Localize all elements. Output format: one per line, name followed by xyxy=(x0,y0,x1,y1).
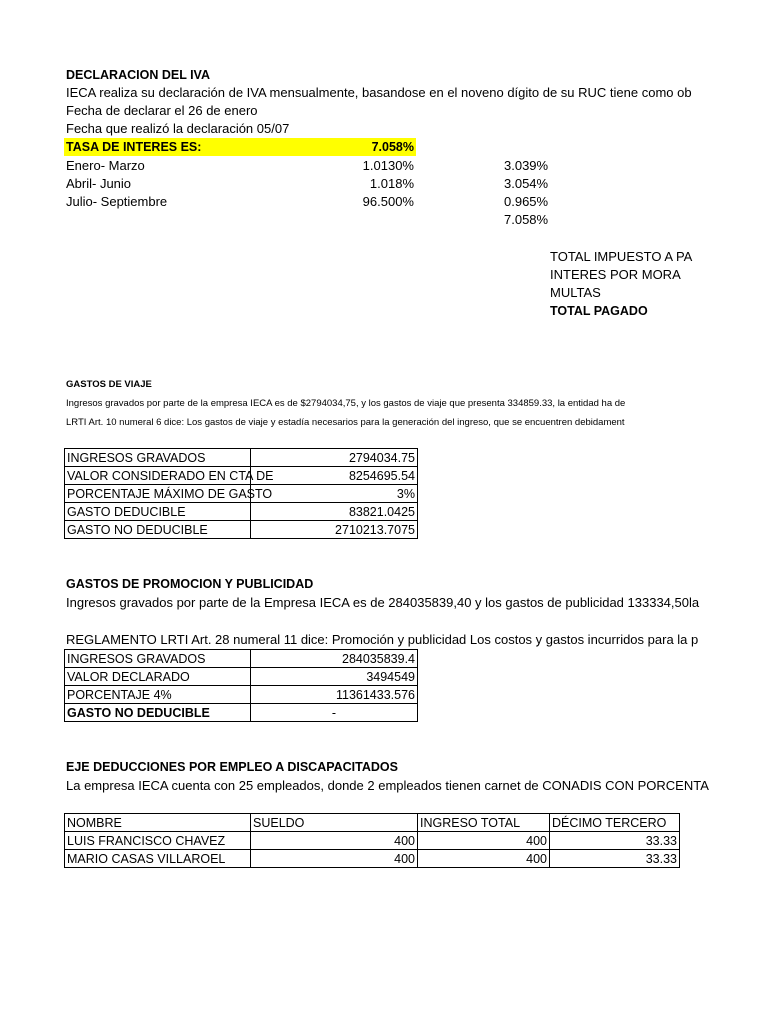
table-row xyxy=(65,668,418,686)
row-label: GASTO NO DEDUCIBLE xyxy=(65,704,251,722)
iva-title: DECLARACION DEL IVA xyxy=(66,68,210,82)
period-result: 0.965% xyxy=(504,194,549,209)
rate-label: TASA DE INTERES ES: xyxy=(66,140,202,154)
employee-name: LUIS FRANCISCO CHAVEZ xyxy=(65,832,251,850)
row-value: 2710213.7075 xyxy=(251,521,418,539)
period-label: Abril- Junio xyxy=(66,176,132,191)
table-row xyxy=(65,467,418,485)
summary-tax: TOTAL IMPUESTO A PA xyxy=(550,249,693,264)
row-label: INGRESOS GRAVADOS xyxy=(65,449,251,467)
row-value: 83821.0425 xyxy=(251,503,418,521)
period-rate: 1.0130% xyxy=(362,158,414,173)
column-header: NOMBRE xyxy=(65,814,251,832)
table-row xyxy=(65,850,680,868)
row-value: 8254695.54 xyxy=(251,467,418,485)
row-label: INGRESOS GRAVADOS xyxy=(65,650,251,668)
row-value: 3494549 xyxy=(251,668,418,686)
period-label: Julio- Septiembre xyxy=(66,194,168,209)
table-row xyxy=(65,503,418,521)
row-label: VALOR CONSIDERADO EN CTA DE xyxy=(65,467,251,485)
table-row xyxy=(65,521,418,539)
travel-law: LRTI Art. 10 numeral 6 dice: Los gastos de viaje y estadía necesarios para la generación del ingreso, que se encuentren debidament xyxy=(66,417,625,428)
period-result: 3.039% xyxy=(504,158,549,173)
iva-description: IECA realiza su declaración de IVA mensualmente, basandose en el noveno dígito de su RUC tiene como ob xyxy=(66,85,692,100)
travel-title: GASTOS DE VIAJE xyxy=(66,379,152,390)
employee-thirteenth: 33.33 xyxy=(550,850,680,868)
table-row xyxy=(65,832,680,850)
promo-law: REGLAMENTO LRTI Art. 28 numeral 11 dice: Promoción y publicidad Los costos y gastos incurridos para la p xyxy=(66,632,699,647)
period-label: Enero- Marzo xyxy=(66,158,145,173)
row-label: PORCENTAJE MÁXIMO DE GASTO xyxy=(65,485,251,503)
period-result: 3.054% xyxy=(504,176,549,191)
promo-title: GASTOS DE PROMOCION Y PUBLICIDAD xyxy=(66,577,314,591)
row-value: 284035839.4 xyxy=(251,650,418,668)
table-row xyxy=(65,704,418,722)
employee-name: MARIO CASAS VILLAROEL xyxy=(65,850,251,868)
row-value: 11361433.576 xyxy=(251,686,418,704)
table-row xyxy=(65,485,418,503)
travel-table xyxy=(64,448,418,539)
column-header: SUELDO xyxy=(251,814,418,832)
employee-thirteenth: 33.33 xyxy=(550,832,680,850)
rate-value: 7.058% xyxy=(371,140,414,154)
table-header-row xyxy=(65,814,680,832)
row-value: - xyxy=(251,704,418,722)
period-total: 7.058% xyxy=(504,212,549,227)
row-label: GASTO NO DEDUCIBLE xyxy=(65,521,251,539)
employee-total-income: 400 xyxy=(418,832,550,850)
column-header: DÉCIMO TERCERO xyxy=(550,814,680,832)
period-rate: 1.018% xyxy=(369,176,414,191)
employee-total-income: 400 xyxy=(418,850,550,868)
column-header: INGRESO TOTAL xyxy=(418,814,550,832)
disability-description: La empresa IECA cuenta con 25 empleados, donde 2 empleados tienen carnet de CONADIS CON PORCENTA xyxy=(66,778,709,793)
travel-description: Ingresos gravados por parte de la empresa IECA es de $2794034,75, y los gastos de viaje que presenta 334859.33, la entidad ha de xyxy=(66,398,626,409)
table-row xyxy=(65,449,418,467)
employee-table xyxy=(64,813,680,868)
row-value: 3% xyxy=(251,485,418,503)
promo-table xyxy=(64,649,418,722)
table-row xyxy=(65,650,418,668)
row-value: 2794034.75 xyxy=(251,449,418,467)
employee-salary: 400 xyxy=(251,850,418,868)
table-row xyxy=(65,686,418,704)
disability-title: EJE DEDUCCIONES POR EMPLEO A DISCAPACITADOS xyxy=(66,760,398,774)
row-label: GASTO DEDUCIBLE xyxy=(65,503,251,521)
iva-declare-date: Fecha de declarar el 26 de enero xyxy=(66,103,258,118)
summary-total: TOTAL PAGADO xyxy=(550,304,648,318)
summary-interest: INTERES POR MORA xyxy=(550,267,681,282)
iva-filed-date: Fecha que realizó la declaración 05/07 xyxy=(66,121,290,136)
employee-salary: 400 xyxy=(251,832,418,850)
summary-fines: MULTAS xyxy=(550,285,601,300)
period-rate: 96.500% xyxy=(362,194,414,209)
row-label: VALOR DECLARADO xyxy=(65,668,251,686)
row-label: PORCENTAJE 4% xyxy=(65,686,251,704)
promo-description: Ingresos gravados por parte de la Empresa IECA es de 284035839,40 y los gastos de publicidad 133334,50la xyxy=(66,595,700,610)
